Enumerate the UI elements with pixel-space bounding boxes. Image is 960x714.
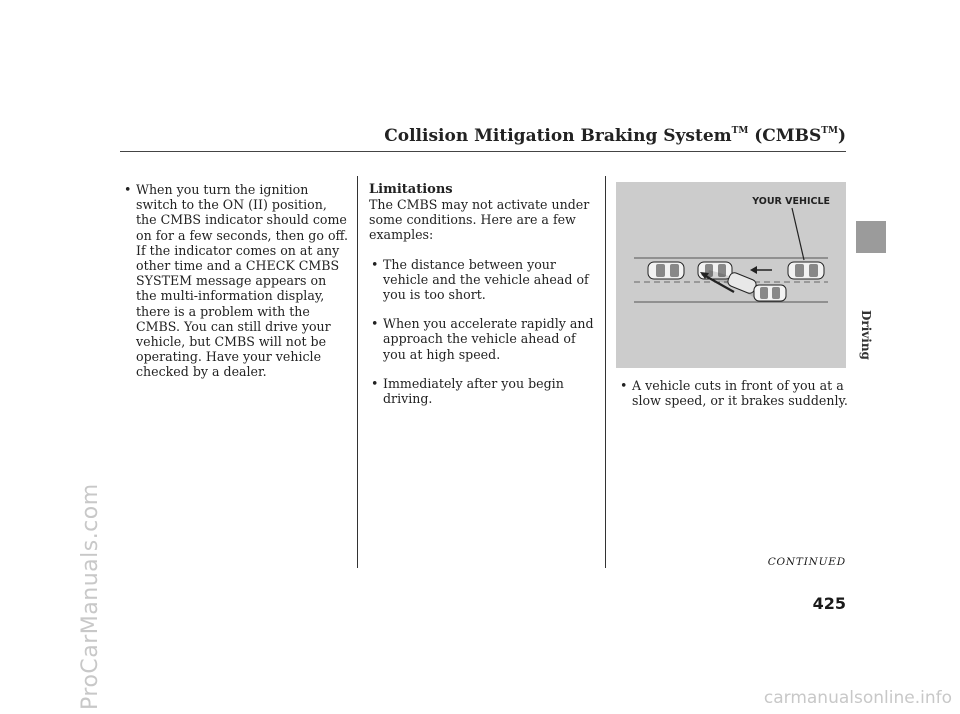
direction-arrow-icon [750,266,772,274]
label-pointer-line [792,208,804,260]
bullet-item: • When you turn the ignition switch to the ON (II) position, the CMBS indicator should come on for a few seconds, then go off. If the indicator comes on at any other time and a CHECK CMBS SYSTEM message appears on the multi-information display, there is a problem with the CMBS. You can still drive your vehicle, but CMBS will not be operating. Have your vehicle checked by a dealer. [122,182,350,380]
watermark-procarmanuals: ProCarManuals.com [78,483,103,710]
bullet-item: • Immediately after you begin driving. [369,376,601,406]
section-tab-marker [856,221,886,253]
column-divider [605,176,606,568]
column-3 [618,378,850,408]
your-vehicle [788,262,824,279]
column-1 [122,182,350,380]
cut-in-vehicle-illustration [616,182,846,368]
column-2 [369,182,601,406]
road-diagram [616,182,846,368]
trademark-mark: TM [821,126,838,136]
title-part2: (CMBS [748,126,822,146]
lead-vehicle [648,262,684,279]
page-title [384,126,846,146]
title-part1: Collision Mitigation Braking System [384,126,732,146]
bullet-item: • A vehicle cuts in front of you at a slow speed, or it brakes suddenly. [618,378,850,408]
watermark-carmanualsonline: carmanualsonline.info [763,688,952,708]
your-vehicle-label: YOUR VEHICLE [752,196,830,207]
title-part3: ) [837,126,846,146]
section-heading-limitations: Limitations [369,182,453,197]
bullet-item: • When you accelerate rapidly and approach the vehicle ahead of you at high speed. [369,316,601,362]
continued-label: CONTINUED [767,556,846,568]
limitations-intro: The CMBS may not activate under some conditions. Here are a few examples: [369,197,590,243]
bullet-item: • The distance between your vehicle and the vehicle ahead of you is too short. [369,257,601,303]
header-rule [120,151,846,152]
cut-in-vehicle-path [700,271,786,301]
trademark-mark: TM [731,126,749,136]
page-number: 425 [812,594,846,613]
column-divider [357,176,358,568]
section-tab-label: Driving [859,310,873,360]
